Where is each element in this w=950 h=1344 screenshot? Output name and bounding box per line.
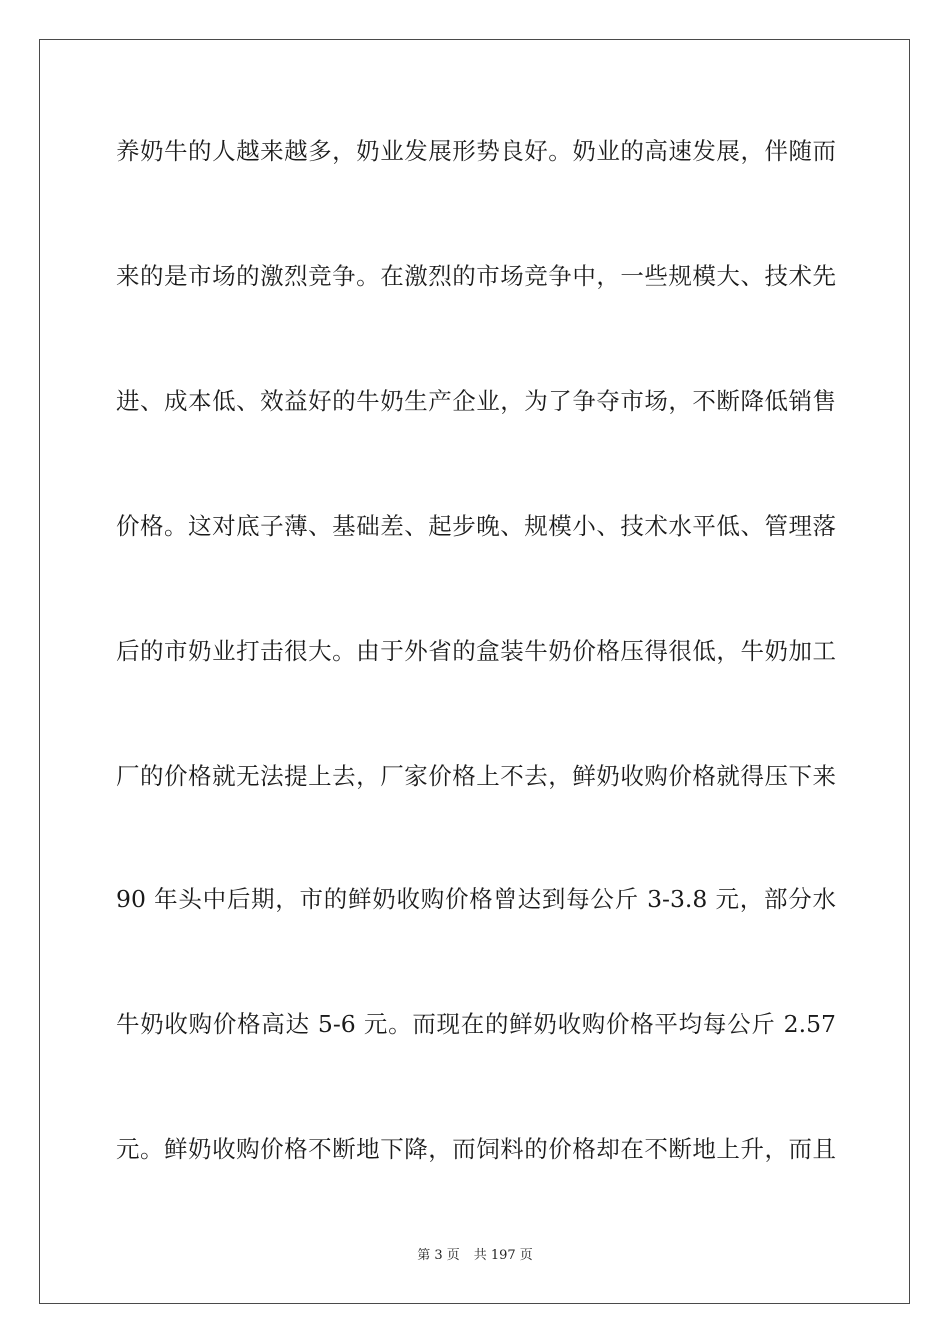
page-border <box>39 39 910 1304</box>
page-footer <box>0 1247 950 1265</box>
paragraph-line: 来的是市场的激烈竞争。在激烈的市场竞争中，一些规模大、技术先 <box>116 262 836 290</box>
paragraph-line: 元。鲜奶收购价格不断地下降，而饲料的价格却在不断地上升，而且 <box>116 1135 836 1163</box>
paragraph-line: 价格。这对底子薄、基础差、起步晚、规模小、技术水平低、管理落 <box>116 512 836 540</box>
paragraph-line: 后的市奶业打击很大。由于外省的盒装牛奶价格压得很低，牛奶加工 <box>116 637 836 665</box>
paragraph-line: 厂的价格就无法提上去，厂家价格上不去，鲜奶收购价格就得压下来 <box>116 762 836 790</box>
paragraph-line: 养奶牛的人越来越多，奶业发展形势良好。奶业的高速发展，伴随而 <box>116 137 836 165</box>
page-number: 第 3 页 <box>417 1248 460 1263</box>
paragraph-line: 进、成本低、效益好的牛奶生产企业，为了争夺市场，不断降低销售 <box>116 387 836 415</box>
total-pages: 共 197 页 <box>473 1248 533 1263</box>
paragraph-line: 牛奶收购价格高达 5-6 元。而现在的鲜奶收购价格平均每公斤 2.57 <box>116 1010 836 1038</box>
paragraph-line: 90 年头中后期，市的鲜奶收购价格曾达到每公斤 3-3.8 元，部分水 <box>116 885 836 913</box>
